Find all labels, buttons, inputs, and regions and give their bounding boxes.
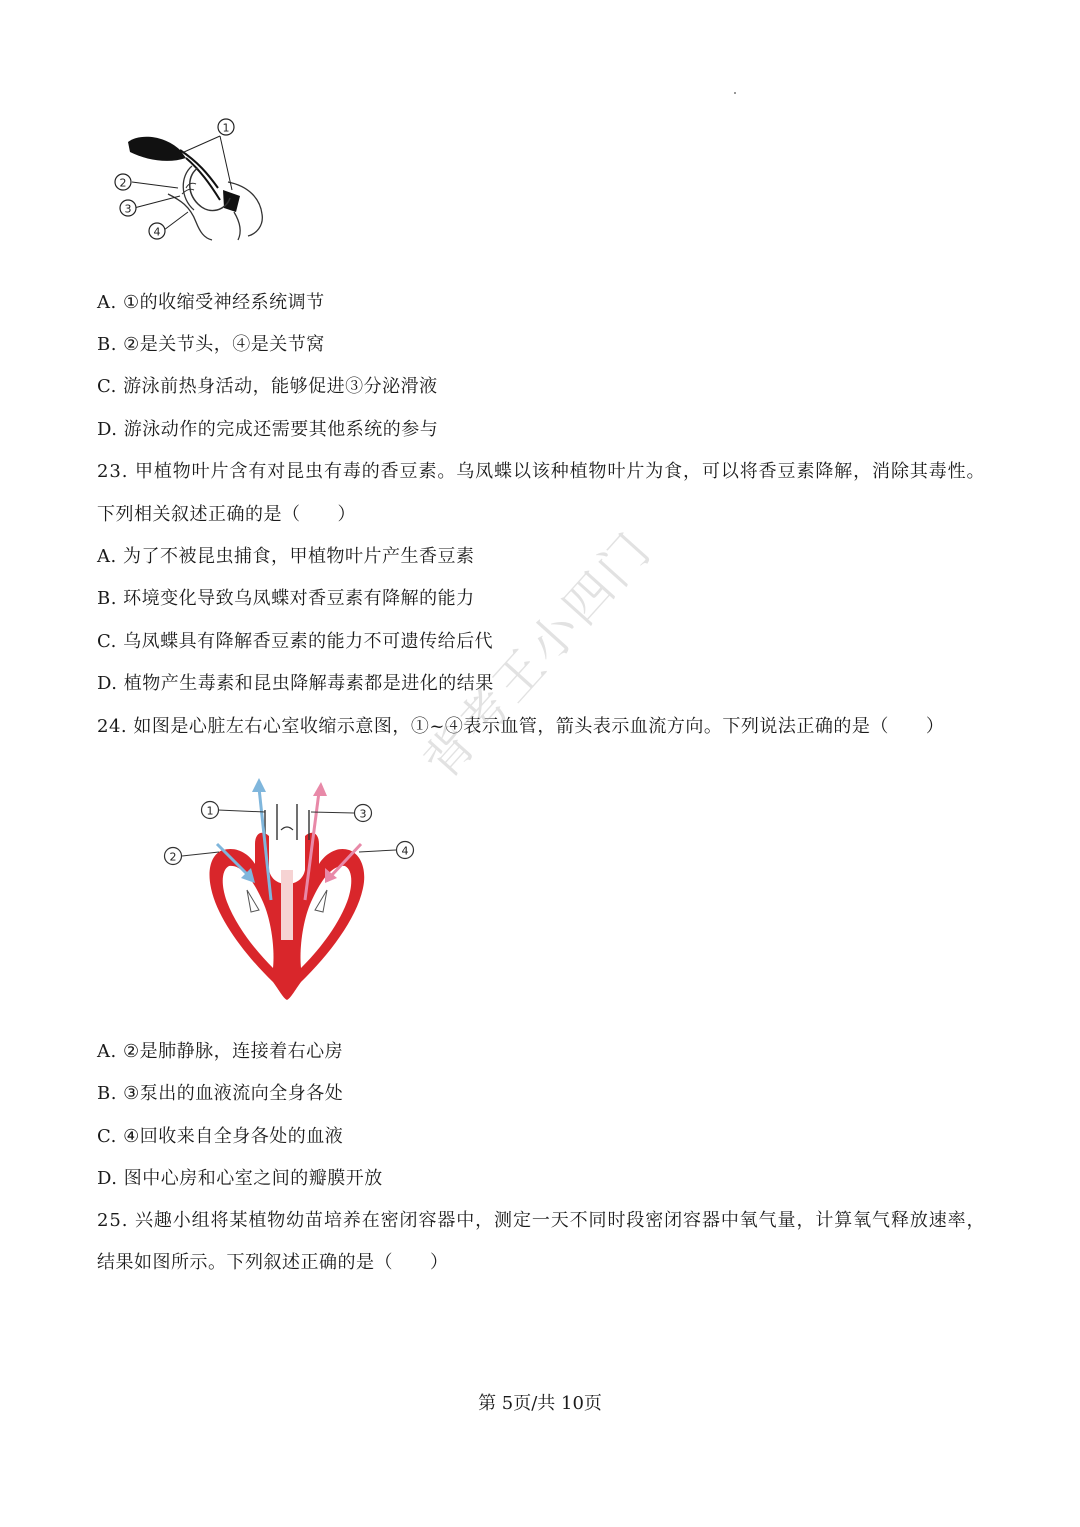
q23-option-a: A. 为了不被昆虫捕食，甲植物叶片产生香豆素 xyxy=(97,546,475,567)
heart-label-1 xyxy=(202,802,219,819)
q25-stem-line2: 结果如图所示。下列叙述正确的是（ ） xyxy=(97,1252,449,1273)
joint-figure xyxy=(108,112,278,247)
q24-option-b: B. ③泵出的血液流向全身各处 xyxy=(97,1083,344,1104)
joint-label-1 xyxy=(218,119,234,135)
svg-text:4: 4 xyxy=(401,844,409,858)
joint-label-4 xyxy=(149,223,165,239)
svg-text:2: 2 xyxy=(119,176,127,190)
q24-option-a: A. ②是肺静脉，连接着右心房 xyxy=(97,1041,344,1062)
heart-label-4 xyxy=(397,842,414,859)
q23-stem-line2: 下列相关叙述正确的是（ ） xyxy=(97,504,356,525)
q22-option-d: D. 游泳动作的完成还需要其他系统的参与 xyxy=(97,419,439,440)
heart-label-3 xyxy=(355,805,372,822)
heart-label-2 xyxy=(165,848,182,865)
q23-option-b: B. 环境变化导致乌凤蝶对香豆素有降解的能力 xyxy=(97,588,475,609)
svg-text:1: 1 xyxy=(222,121,230,135)
svg-text:3: 3 xyxy=(124,202,132,216)
q24-option-c: C. ④回收来自全身各处的血液 xyxy=(97,1126,344,1147)
stray-dot xyxy=(734,92,736,94)
joint-label-3 xyxy=(120,200,136,216)
page-footer: 第 5页/共 10页 xyxy=(478,1393,602,1414)
watermark: 背考王小四门 xyxy=(413,520,664,790)
svg-text:2: 2 xyxy=(169,850,177,864)
q24-stem: 24. 如图是心脏左右心室收缩示意图，①~④表示血管，箭头表示血流方向。下列说法正确的是（ ） xyxy=(97,716,945,737)
q22-option-b: B. ②是关节头，④是关节窝 xyxy=(97,334,325,355)
q24-option-d: D. 图中心房和心室之间的瓣膜开放 xyxy=(97,1168,383,1189)
heart-figure xyxy=(155,770,425,1010)
svg-text:3: 3 xyxy=(359,807,367,821)
q23-option-d: D. 植物产生毒素和昆虫降解毒素都是进化的结果 xyxy=(97,673,494,694)
q22-option-c: C. 游泳前热身活动，能够促进③分泌滑液 xyxy=(97,376,438,397)
svg-text:1: 1 xyxy=(206,804,214,818)
svg-text:4: 4 xyxy=(153,225,161,239)
joint-label-2 xyxy=(115,174,131,190)
q23-option-c: C. 乌凤蝶具有降解香豆素的能力不可遗传给后代 xyxy=(97,631,494,652)
q22-option-a: A. ①的收缩受神经系统调节 xyxy=(97,292,325,313)
q25-stem-line1: 25. 兴趣小组将某植物幼苗培养在密闭容器中，测定一天不同时段密闭容器中氧气量，计算氧气释放速率， xyxy=(97,1210,986,1231)
q23-stem-line1: 23. 甲植物叶片含有对昆虫有毒的香豆素。乌凤蝶以该种植物叶片为食，可以将香豆素降解，消除其毒性。 xyxy=(97,461,986,482)
